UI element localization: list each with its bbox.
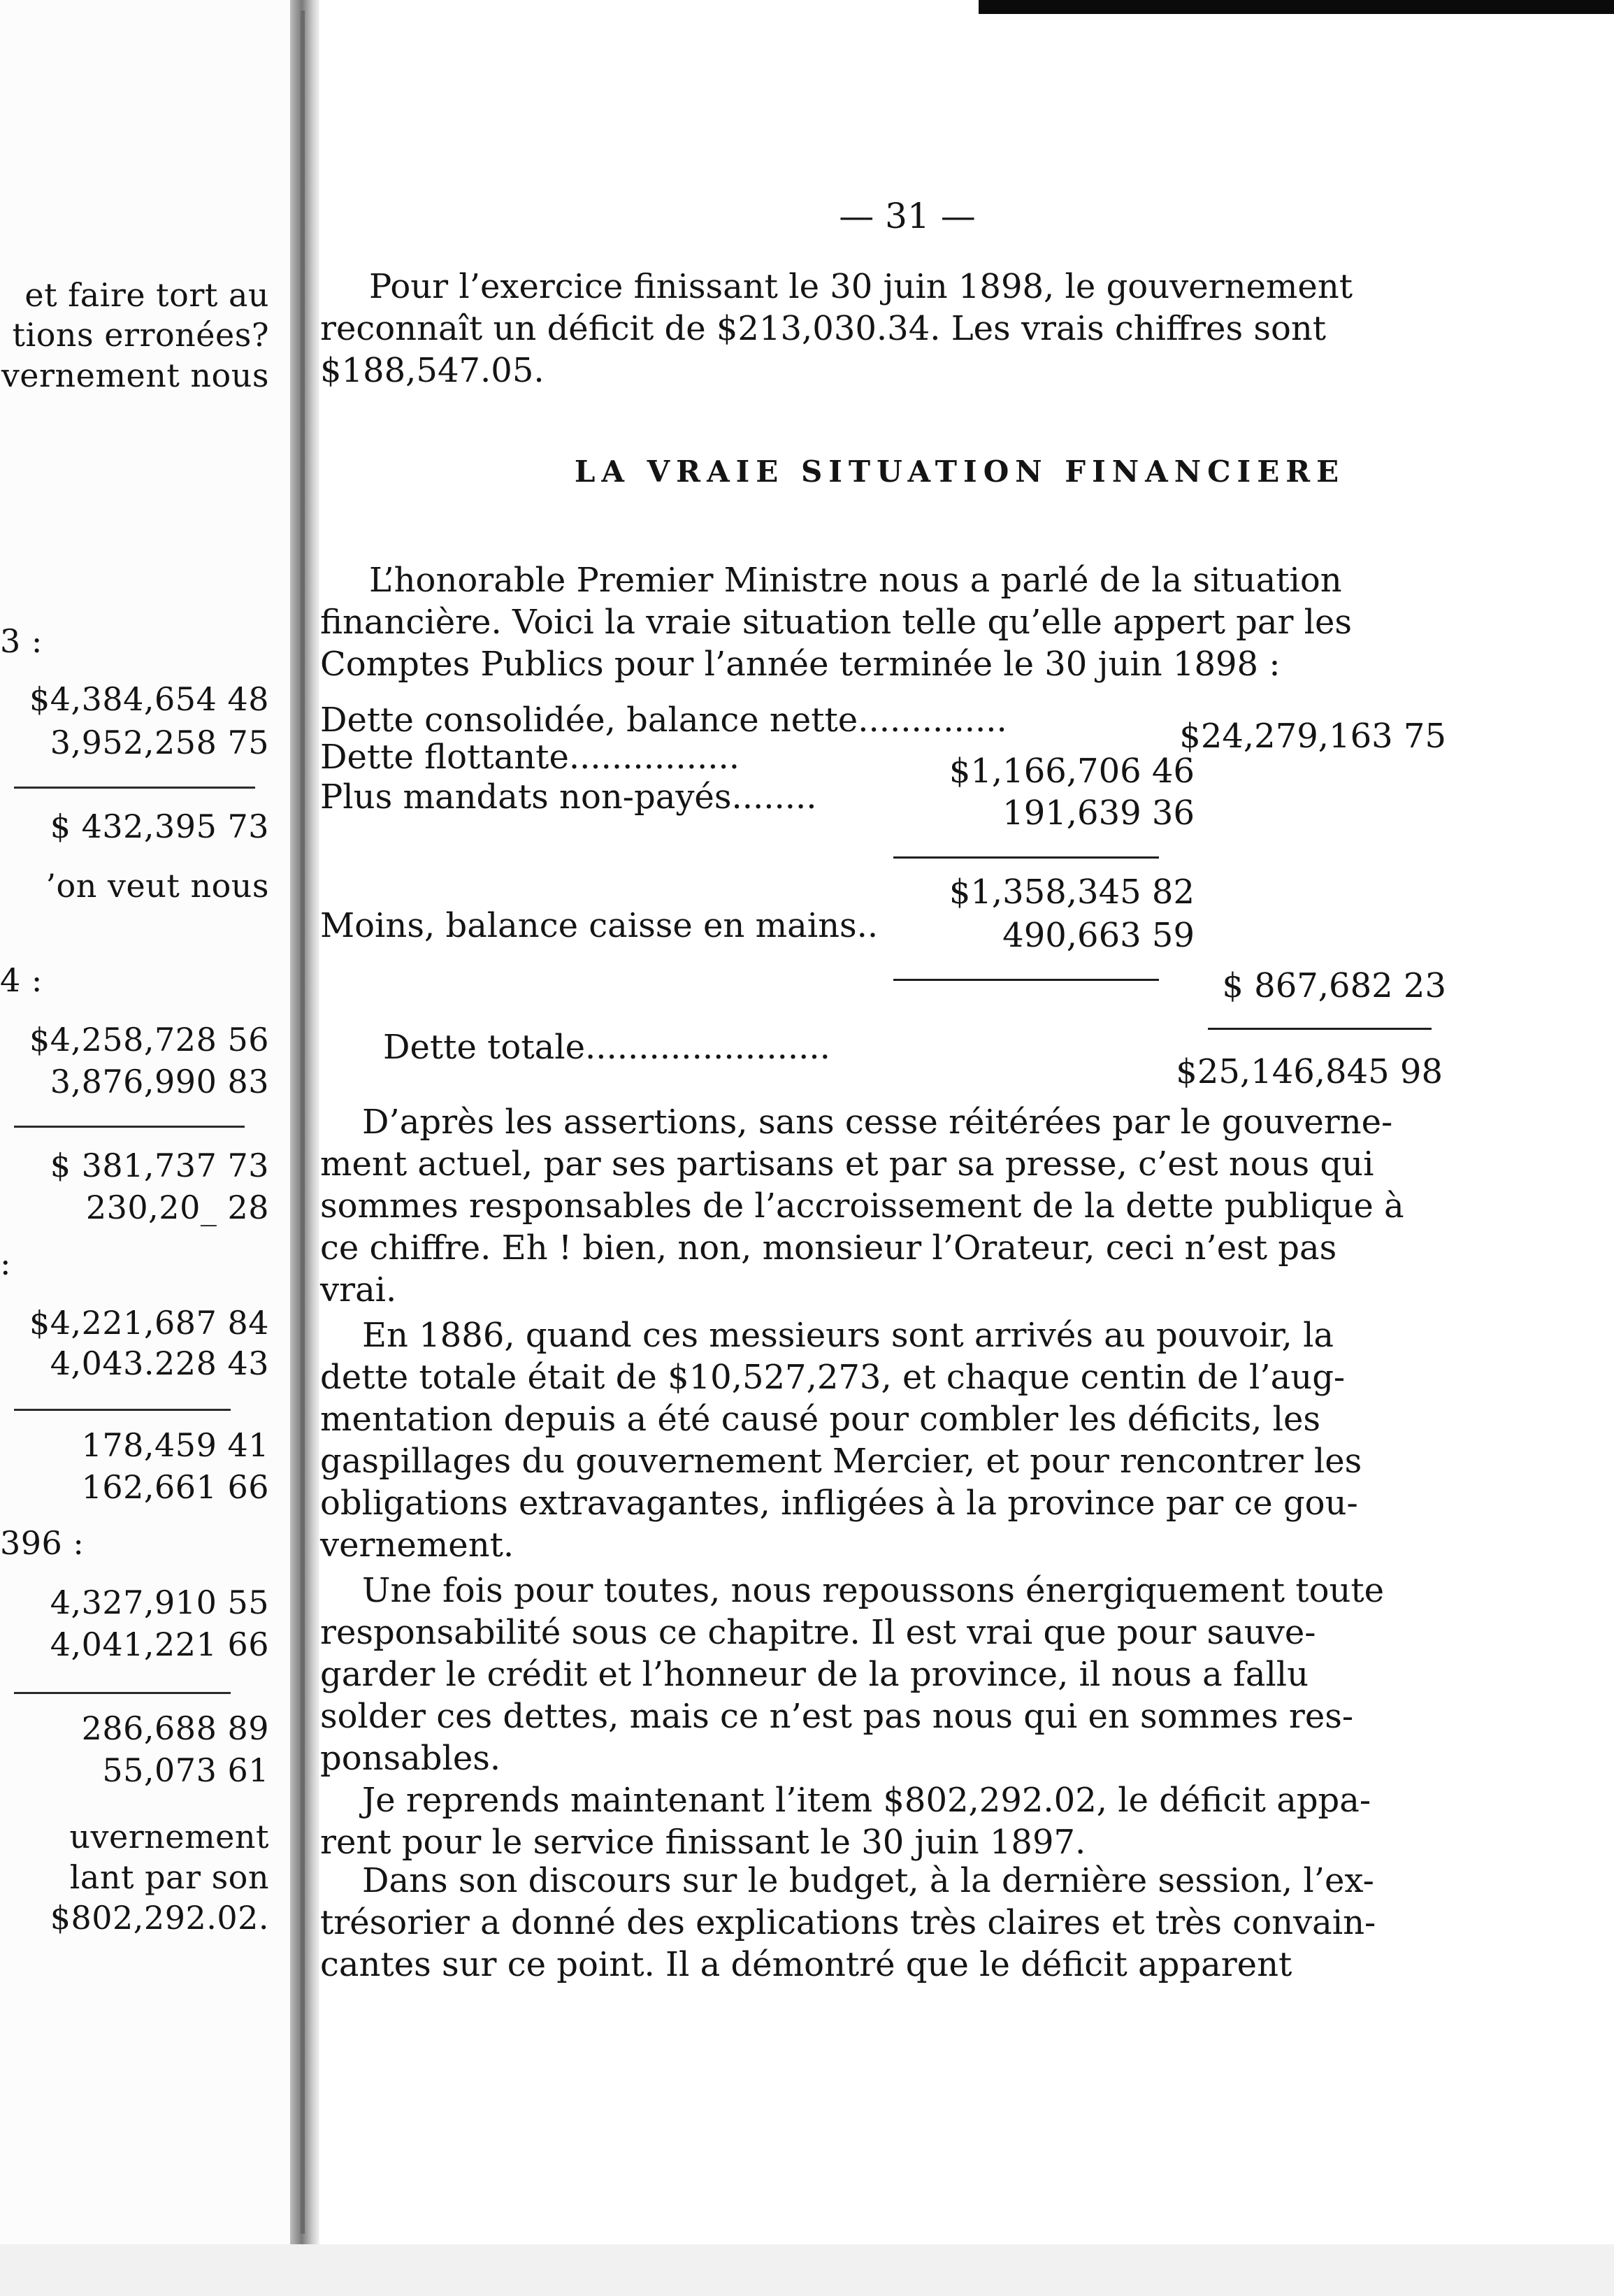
scan-border-bottom: [0, 2244, 1614, 2296]
gutter-shadow: [301, 10, 305, 2234]
text-line: Une fois pour toutes, nous repoussons énergiquement toute: [362, 1571, 1385, 1610]
text-line: D’après les assertions, sans cesse réitérées par le gouverne-: [362, 1103, 1393, 1142]
left-text-line: lant par son: [69, 1858, 269, 1896]
left-text-line: $ 381,737 73: [50, 1147, 269, 1184]
book-gutter: [290, 0, 319, 2296]
paragraph-item: [320, 1779, 1397, 1863]
text-line: cantes sur ce point. Il a démontré que le déficit apparent: [320, 1945, 1292, 1984]
left-text-line: 4 :: [0, 961, 43, 999]
paragraph-budget-speech: [320, 1860, 1397, 1986]
text-line: ment actuel, par ses partisans et par sa presse, c’est nous qui: [320, 1145, 1374, 1184]
left-text-line: 396 :: [0, 1524, 85, 1562]
text-line: financière. Voici la vraie situation telle qu’elle appert par les: [320, 603, 1353, 642]
cash-balance-label: Moins, balance caisse en mains..: [320, 906, 879, 945]
left-text-line: 4,041,221 66: [50, 1626, 269, 1663]
section-heading: LA VRAIE SITUATION FINANCIERE: [574, 454, 1346, 489]
left-text-line: vernement nous: [1, 357, 269, 394]
paragraph-responsibility: [320, 1570, 1397, 1779]
text-line: dette totale était de $10,527,273, et chaque centin de l’aug-: [320, 1358, 1346, 1397]
consolidated-debt-label: Dette consolidée, balance nette..............: [320, 701, 1007, 740]
text-line: Pour l’exercice finissant le 30 juin 1898, le gouvernement: [369, 267, 1353, 306]
paragraph-1886: [320, 1314, 1411, 1566]
text-line: Comptes Publics pour l’année terminée le 30 juin 1898 :: [320, 645, 1281, 684]
text-line: Je reprends maintenant l’item $802,292.02, le déficit appa-: [362, 1781, 1371, 1820]
paragraph-assertions: [320, 1101, 1411, 1311]
text-line: vrai.: [320, 1270, 397, 1310]
left-rule: [14, 1126, 245, 1128]
left-rule: [14, 1692, 231, 1694]
left-text-line: ’on veut nous: [45, 867, 269, 905]
unpaid-warrants-label: Plus mandats non-payés........: [320, 777, 817, 817]
text-line: Dans son discours sur le budget, à la dernière session, l’ex-: [362, 1861, 1374, 1900]
floating-debt-value: $1,166,706 46: [949, 752, 1195, 791]
unpaid-warrants-value: 191,639 36: [1002, 794, 1195, 833]
left-text-line: $4,221,687 84: [29, 1304, 269, 1342]
consolidated-debt-value: $24,279,163 75: [1179, 717, 1446, 756]
left-page-fragment: [0, 0, 290, 2296]
left-text-line: 3,876,990 83: [50, 1063, 269, 1100]
left-text-line: uvernement: [69, 1818, 269, 1856]
text-line: ponsables.: [320, 1739, 501, 1778]
subtotal-value: $1,358,345 82: [949, 873, 1195, 912]
left-text-line: 178,459 41: [81, 1426, 269, 1464]
left-text-line: :: [0, 1244, 11, 1282]
main-page: [320, 0, 1614, 2296]
net-floating-value: $ 867,682 23: [1222, 966, 1446, 1005]
text-line: rent pour le service finissant le 30 juin 1897.: [320, 1823, 1086, 1862]
text-line: En 1886, quand ces messieurs sont arrivés au pouvoir, la: [362, 1316, 1334, 1355]
left-rule: [14, 1409, 231, 1411]
text-line: gaspillages du gouvernement Mercier, et pour rencontrer les: [320, 1442, 1362, 1481]
page-number: — 31 —: [839, 196, 976, 236]
left-text-line: $802,292.02.: [50, 1899, 269, 1937]
left-text-line: 55,073 61: [102, 1751, 269, 1789]
left-text-line: 4,043.228 43: [50, 1344, 269, 1382]
text-line: solder ces dettes, mais ce n’est pas nous qui en sommes res-: [320, 1697, 1354, 1736]
text-line: responsabilité sous ce chapitre. Il est vrai que pour sauve-: [320, 1613, 1316, 1652]
floating-debt-label: Dette flottante................: [320, 738, 740, 777]
text-line: sommes responsables de l’accroissement de la dette publique à: [320, 1186, 1404, 1226]
total-debt-label: Dette totale.......................: [383, 1028, 830, 1067]
net-rule: [893, 979, 1159, 981]
total-debt-value: $25,146,845 98: [1176, 1052, 1443, 1091]
left-text-line: $ 432,395 73: [50, 808, 269, 845]
text-line: $188,547.05.: [320, 351, 545, 390]
text-line: garder le crédit et l’honneur de la province, il nous a fallu: [320, 1655, 1309, 1694]
text-line: vernement.: [320, 1526, 514, 1565]
left-rule: [14, 787, 255, 789]
text-line: obligations extravagantes, infligées à la province par ce gou-: [320, 1484, 1358, 1523]
left-text-line: 162,661 66: [81, 1468, 269, 1506]
intro-paragraph: [320, 266, 1425, 392]
total-rule: [1208, 1028, 1432, 1030]
left-text-line: 4,327,910 55: [50, 1584, 269, 1621]
left-text-line: 286,688 89: [81, 1709, 269, 1747]
left-text-line: 230,20_ 28: [85, 1189, 269, 1226]
text-line: ce chiffre. Eh ! bien, non, monsieur l’Orateur, ceci n’est pas: [320, 1228, 1337, 1268]
left-text-line: 3,952,258 75: [50, 724, 269, 761]
left-text-line: 3 :: [0, 622, 43, 660]
left-text-line: $4,258,728 56: [29, 1021, 269, 1059]
text-line: reconnaît un déficit de $213,030.34. Les vrais chiffres sont: [320, 309, 1327, 348]
text-line: mentation depuis a été causé pour combler les déficits, les: [320, 1400, 1320, 1439]
situation-paragraph: [320, 559, 1425, 685]
left-text-line: tions erronées?: [12, 316, 269, 354]
cash-balance-value: 490,663 59: [1002, 916, 1195, 955]
text-line: trésorier a donné des explications très claires et très convain-: [320, 1903, 1376, 1942]
left-text-line: et faire tort au: [24, 276, 269, 314]
text-line: L’honorable Premier Ministre nous a parlé de la situation: [369, 561, 1342, 600]
left-text-line: $4,384,654 48: [29, 680, 269, 718]
subtotal-rule: [893, 856, 1159, 859]
